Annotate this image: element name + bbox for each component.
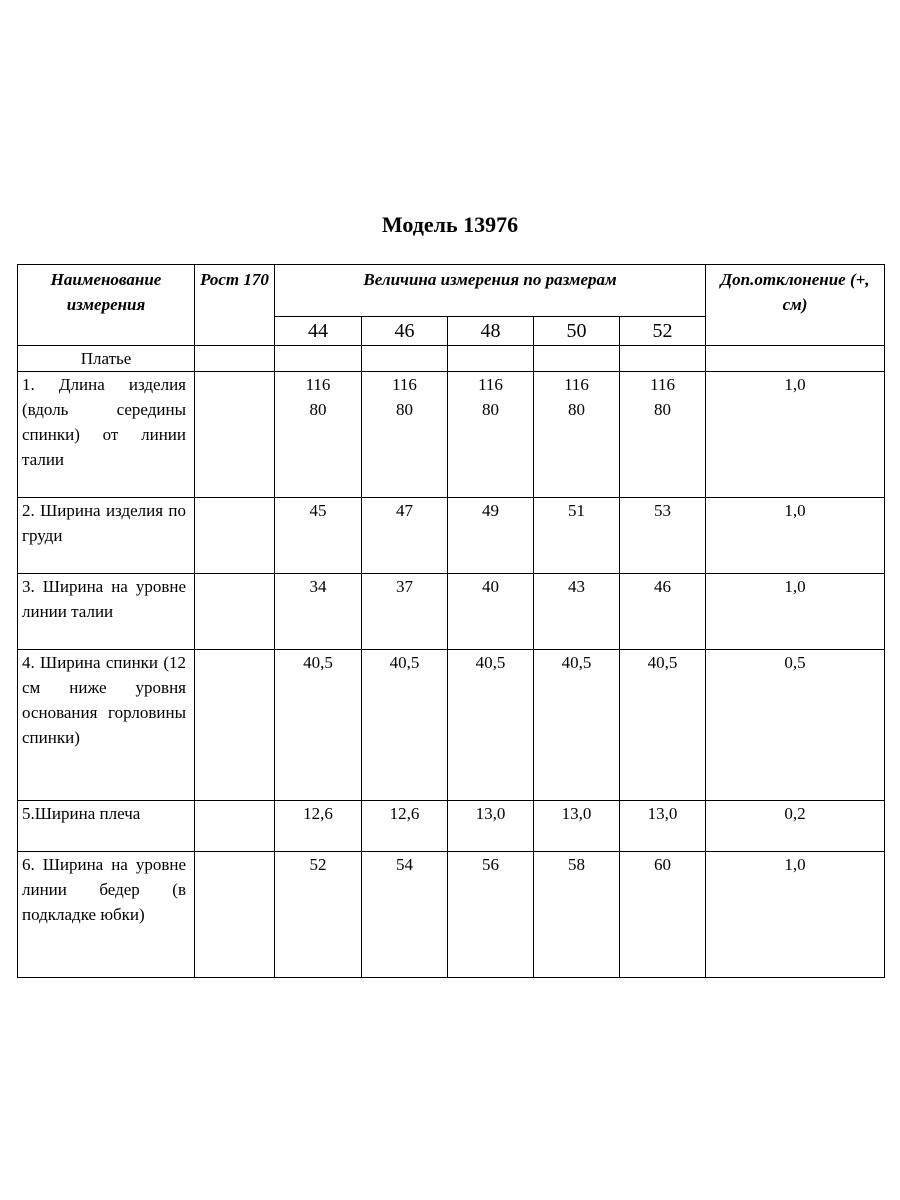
- page-title: Модель 13976: [381, 212, 519, 237]
- row-value: 46: [620, 574, 706, 650]
- row-value: 116 80: [620, 372, 706, 498]
- row-tolerance: 1,0: [706, 498, 885, 574]
- row-value: 58: [534, 852, 620, 978]
- table-row: [18, 801, 885, 852]
- row-value: 116 80: [362, 372, 448, 498]
- row-tolerance: 1,0: [706, 574, 885, 650]
- section-label: Платье: [18, 346, 195, 372]
- row-value: 54: [362, 852, 448, 978]
- row-value: 40: [448, 574, 534, 650]
- row-value: 13,0: [448, 801, 534, 852]
- row-value: 13,0: [534, 801, 620, 852]
- row-value: 47: [362, 498, 448, 574]
- table-row: [18, 498, 885, 574]
- row-value: 40,5: [448, 650, 534, 801]
- table-row: [18, 372, 885, 498]
- size-chart-table: [17, 264, 885, 978]
- row-value: 116 80: [534, 372, 620, 498]
- row-tolerance: 0,2: [706, 801, 885, 852]
- row-value: 34: [275, 574, 362, 650]
- row-name: 2. Ширина изделия по груди: [18, 498, 195, 574]
- size-header: 52: [620, 317, 706, 346]
- header-rost: Рост 170: [195, 265, 275, 346]
- row-value: 116 80: [275, 372, 362, 498]
- table-row: [18, 650, 885, 801]
- row-tolerance: 1,0: [706, 372, 885, 498]
- row-name: 1. Длина изделия (вдоль середины спинки) от линии талии: [18, 372, 195, 498]
- row-name: 6. Ширина на уровне линии бедер (в подкладке юбки): [18, 852, 195, 978]
- row-value: 13,0: [620, 801, 706, 852]
- size-header: 48: [448, 317, 534, 346]
- row-name: 4. Ширина спинки (12 см ниже уровня основания горловины спинки): [18, 650, 195, 801]
- table-row: [18, 852, 885, 978]
- row-name: 5.Ширина плеча: [18, 801, 195, 852]
- row-value: 45: [275, 498, 362, 574]
- row-value: 12,6: [275, 801, 362, 852]
- row-value: 40,5: [362, 650, 448, 801]
- table-row: [18, 574, 885, 650]
- row-value: 40,5: [620, 650, 706, 801]
- row-value: 37: [362, 574, 448, 650]
- header-name: Наименование измерения: [18, 265, 195, 346]
- header-tolerance: Доп.отклонение (+, см): [706, 265, 885, 346]
- size-header: 50: [534, 317, 620, 346]
- row-value: 52: [275, 852, 362, 978]
- row-value: 40,5: [275, 650, 362, 801]
- row-value: 40,5: [534, 650, 620, 801]
- row-value: 51: [534, 498, 620, 574]
- header-sizes-caption: Величина измерения по размерам: [275, 265, 706, 317]
- row-value: 56: [448, 852, 534, 978]
- row-value: 60: [620, 852, 706, 978]
- row-value: 116 80: [448, 372, 534, 498]
- size-header: 44: [275, 317, 362, 346]
- row-name: 3. Ширина на уровне линии талии: [18, 574, 195, 650]
- row-value: 43: [534, 574, 620, 650]
- row-value: 49: [448, 498, 534, 574]
- row-tolerance: 0,5: [706, 650, 885, 801]
- row-value: 12,6: [362, 801, 448, 852]
- size-header: 46: [362, 317, 448, 346]
- row-tolerance: 1,0: [706, 852, 885, 978]
- row-value: 53: [620, 498, 706, 574]
